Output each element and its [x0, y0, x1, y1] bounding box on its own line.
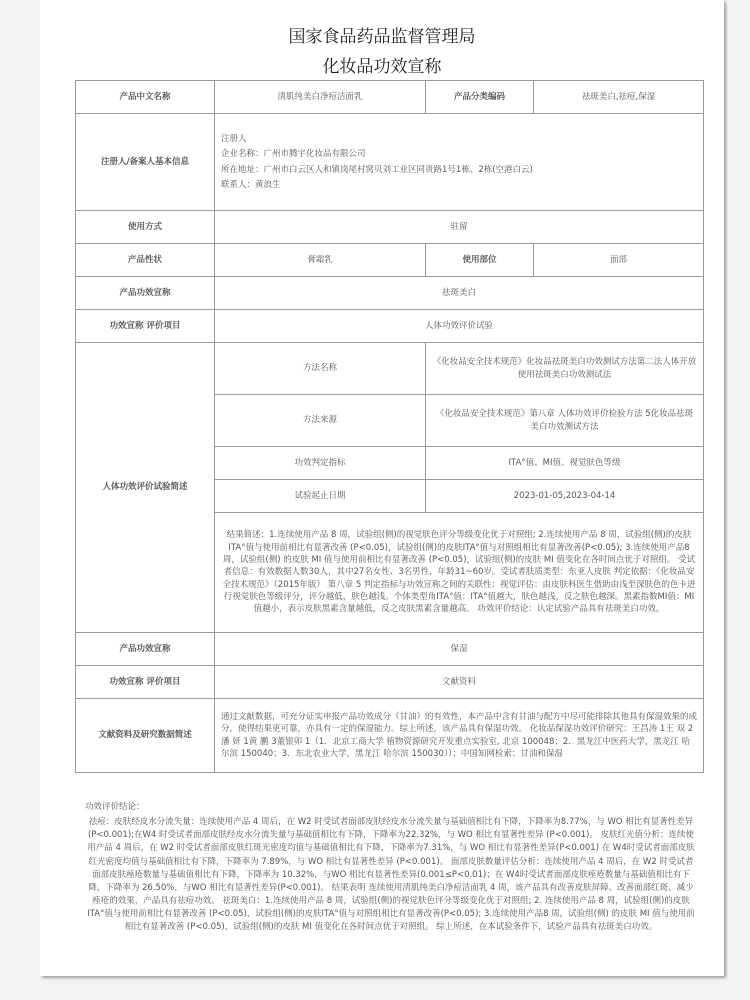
- claim1-eval-label: 功效宣称 评价项目: [76, 310, 215, 343]
- method-source-label: 方法来源: [215, 395, 426, 447]
- claim2-value: 保湿: [215, 633, 704, 666]
- claim2-label: 产品功效宣称: [76, 633, 215, 666]
- literature-row: [76, 699, 704, 773]
- document-page: [40, 0, 724, 976]
- claim1-value: 祛斑美白: [215, 277, 704, 310]
- part-value: 面部: [534, 244, 704, 277]
- dates-label: 试验起止日期: [215, 480, 426, 513]
- product-name-label: 产品中文名称: [76, 81, 215, 114]
- registrant-info: [215, 114, 704, 211]
- indicator-value: ITA°值、MI值、视觉肤色等级: [426, 447, 704, 480]
- part-label: 使用部位: [426, 244, 534, 277]
- product-name-value: 清肌纯美白净痘洁面乳: [215, 81, 426, 114]
- claim1-label: 产品功效宣称: [76, 277, 215, 310]
- document-title: 化妆品功效宣称: [322, 57, 442, 77]
- claim2-eval-row: [76, 666, 704, 699]
- method-name-label: 方法名称: [215, 343, 426, 395]
- usage-value: 驻留: [215, 211, 704, 244]
- usage-row: [76, 211, 704, 244]
- claim1-row: [76, 277, 704, 310]
- conclusion-text: 祛痘：皮肤经皮水分流失量：连续使用产品 4 周后，在 W2 时受试者面部皮肤经皮水分流失量与基础值相比有下降，下降率为8.77%，与 WO 相比有显著性差异 (P<0.001);在W4 时受试者面部皮肤经皮水分流失量与基础值相比有下降，下降率为22.32%，与 WO 相比有显著性差异 (P<0.001)。 皮肤红光值分析：连续使用产品 4 周后，在 W2 时受试者面部皮肤红斑光密度均值与基础值相比有下降，下降率为7.31%，与 WO 相比有显著性差异(P<0.001) 在 W4时受试者面部皮肤红光密度均值与基础值相比有下降，下降率为 7.89%，与 WO 相比有显著性差异 (P<0.001)。 面部皮肤数量评估分析：连续使用产品 4 周后，在 W2 时受试者面部皮肤痤疮数量与基础值相比有下降，下降率为 10.32%，与WO 相比有显著性差异(0.001≤P<0.01)；在 W4时受试者面部皮肤痤疮数量与基础值相比有下降，下降率为 26.50%，与WO 相比有显著性差异(P<0.001)。 结果表明 连续使用清肌纯美白净痘洁面乳 4 周，该产品具有改善皮肤屏障、改善面部红斑、减少痤疮的效果，产品具有祛痘功效。 祛斑美白：1.连续使用产品 8 周，试验组(侧)的视觉肤色评分等级变化优于对照组; 2. 连续使用产品 8 周，试验组(侧)的皮肤ITA°值与使用前相比有显著改善 (P<0.05)，试验组(侧)的皮肤ITA°值与对照组相比有显著改善(P<0.05); 3.连续使用产品8 周，试验组(侧) 的皮肤 MI 值与使用前相比有显著改善 (P<0.05)，试验组(侧)的皮肤 MI 值变化在各时间点优于对照组。 综上所述，在本试验条件下，试验产品具有祛斑美白功效。: [87, 817, 695, 933]
- usage-label: 使用方式: [76, 211, 215, 244]
- method-source-value: 《化妆品安全技术规范》第八章 人体功效评价检验方法 5化妆品祛斑美白功效测试方法: [426, 395, 704, 447]
- claim1-eval-row: [76, 310, 704, 343]
- product-row: [76, 81, 704, 114]
- conclusion-heading: 功效评价结论：: [85, 802, 145, 812]
- method-name-row: [76, 343, 704, 395]
- literature-label: 文献资料及研究数据简述: [76, 699, 215, 773]
- dates-value: 2023-01-05,2023-04-14: [426, 480, 704, 513]
- category-label: 产品分类编码: [426, 81, 534, 114]
- registrant-address: 所在地址：广州市白云区人和镇岗尾村窝贝刘工业区同贵路1号1栋、2栋(空港白云): [221, 164, 533, 175]
- registrant-type: 注册人: [221, 133, 247, 144]
- registrant-contact: 联系人：黄浪生: [221, 179, 281, 190]
- category-value: 祛斑美白,祛痘,保湿: [534, 81, 704, 114]
- registrant-company: 企业名称：广州市腾宇化妆品有限公司: [221, 149, 366, 160]
- human-test-label: 人体功效评价试验简述: [76, 343, 215, 633]
- claim2-eval-label: 功效宣称 评价项目: [76, 666, 215, 699]
- agency-title: 国家食品药品监督管理局: [288, 27, 476, 47]
- claim2-eval-value: 文献资料: [215, 666, 704, 699]
- literature-text: 通过文献数据，可充分证实申报产品功效成分（甘油）的有效性，本产品中含有甘油与配方中尽可能排除其他具有保湿效果的成分，使得结果更可靠，亦具有一定的保湿能力。综上所述，该产品具有保湿功效。 化妆品保湿功效评价研究：王昌涛 1王 双 2潘 妍 1黄 鹏 3董银卯 1（1．北京工商大学 植物资源研究开发重点实验室, 北京 100048；2．黑龙江中医药大学，黑龙江 哈尔滨 150040；3．东北农业大学，黑龙江 哈尔滨 150030））；中国知网检索：甘油和保湿: [215, 699, 704, 773]
- claim-table: [75, 80, 704, 773]
- registrant-label: 注册人/备案人基本信息: [76, 114, 215, 211]
- claim1-eval-value: 人体功效评价试验: [215, 310, 704, 343]
- indicator-label: 功效判定指标: [215, 447, 426, 480]
- test-summary: 结果简述：1.连续使用产品 8 周，试验组(侧)的视觉肤色评分等级变化优于对照组; 2.连续使用产品 8 周，试验组(侧)的皮肤ITA°值与使用前相比有显著改善 (P<0.05)，试验组(侧)的皮肤ITA°值与对照组相比有显著改善(P<0.05); 3.连续使用产品8 周，试验组(侧) 的皮肤 MI 值与使用前相比有显著改善 (P<0.05)，试验组(侧)的皮肤 MI 值变化在各时间点优于对照组。 受试者信息：有效数据人数30人，其中27名女性、3名男性，年龄31~60岁。受试者肤质类型：东亚人皮肤 判定依据：《化妆品安全技术规范》（2015年版） 第八章 5 判定指标与功效宣称之间的关联性：视觉评估：由皮肤科医生借助由浅至深肤色的色卡进行视觉肤色等级评分，评分越低，肤色越浅。个体类型角ITA°值：ITA°值越大，肤色越浅，反之肤色越深。黑素指数MI值：MI值越小，表示皮肤黑素含量越低，反之皮肤黑素含量越高。 功效评价结论：认定试验产品具有祛斑美白功效。: [215, 513, 704, 633]
- state-value: 膏霜乳: [215, 244, 426, 277]
- claim2-row: [76, 633, 704, 666]
- state-label: 产品性状: [76, 244, 215, 277]
- properties-row: [76, 244, 704, 277]
- method-name-value: 《化妆品安全技术规范》化妆品祛斑美白功效测试方法第二法人体开放使用祛斑美白功效测试法: [426, 343, 704, 395]
- registrant-row: [76, 114, 704, 211]
